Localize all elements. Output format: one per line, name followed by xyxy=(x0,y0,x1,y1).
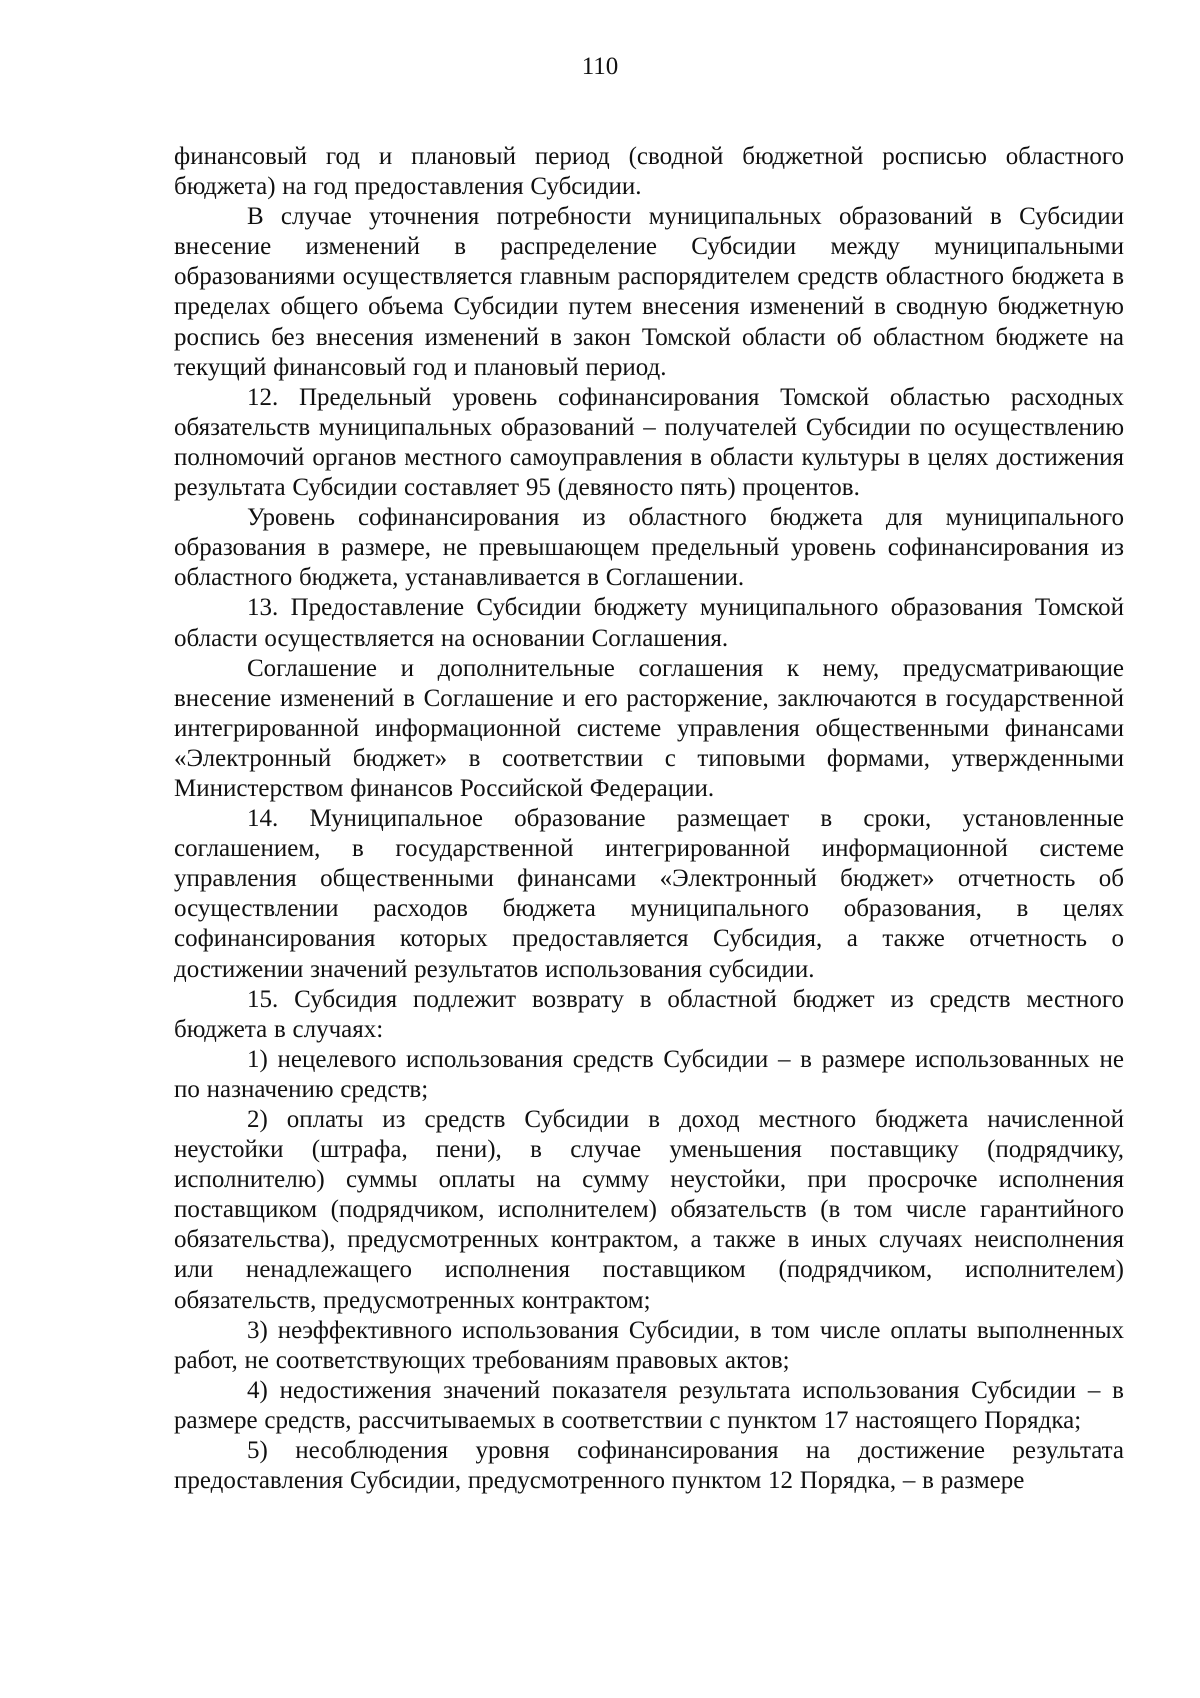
paragraph-10: 2) оплаты из средств Субсидии в доход местного бюджета начисленной неустойки (штрафа, пени), в случае уменьшения поставщику (подрядчику, исполнителю) суммы оплаты на сумму неустойки, при просрочке исполнения поставщиком (подрядчиком, исполнителем) обязательств (в том числе гарантийного обязательства), предусмотренных контрактом, а также в иных случаях неисполнения или ненадлежащего исполнения поставщиком (подрядчиком, исполнителем) обязательств, предусмотренных контрактом; xyxy=(174,1106,1124,1314)
paragraph-12: 4) недостижения значений показателя результата использования Субсидии – в размере средств, рассчитываемых в соответствии с пунктом 17 настоящего Порядка; xyxy=(174,1376,1124,1434)
paragraph-8: 15. Субсидия подлежит возврату в областной бюджет из средств местного бюджета в случаях: xyxy=(174,985,1124,1043)
paragraph-9: 1) нецелевого использования средств Субсидии – в размере использованных не по назначению средств; xyxy=(174,1045,1124,1103)
paragraph-4: Уровень софинансирования из областного бюджета для муниципального образования в размере, не превышающем предельный уровень софинансирования из областного бюджета, устанавливается в Соглашении. xyxy=(174,504,1124,592)
paragraph-7: 14. Муниципальное образование размещает в сроки, установленные соглашением, в государственной интегрированной информационной системе управления общественными финансами «Электронный бюджет» отчетность об осуществлении расходов бюджета муниципального образования, в целях софинансирования которых предоставляется Субсидия, а также отчетность о достижении значений результатов использования субсидии. xyxy=(174,805,1124,983)
paragraph-13: 5) несоблюдения уровня софинансирования на достижение результата предоставления Субсидии, предусмотренного пунктом 12 Порядка, – в размере xyxy=(174,1437,1124,1495)
paragraph-2: В случае уточнения потребности муниципальных образований в Субсидии внесение изменений в распределение Субсидии между муниципальными образованиями осуществляется главным распорядителем средств областного бюджета в пределах общего объема Субсидии путем внесения изменений в сводную бюджетную роспись без внесения изменений в закон Томской области об областном бюджете на текущий финансовый год и плановый период. xyxy=(174,203,1124,381)
paragraph-3: 12. Предельный уровень софинансирования Томской областью расходных обязательств муниципальных образований – получателей Субсидии по осуществлению полномочий органов местного самоуправления в области культуры в целях достижения результата Субсидии составляет 95 (девяносто пять) процентов. xyxy=(174,383,1124,502)
document-body xyxy=(174,142,1124,1496)
paragraph-11: 3) неэффективного использования Субсидии, в том числе оплаты выполненных работ, не соответствующих требованиям правовых актов; xyxy=(174,1316,1124,1374)
paragraph-5: 13. Предоставление Субсидии бюджету муниципального образования Томской области осуществляется на основании Соглашения. xyxy=(174,594,1124,652)
paragraph-1: финансовый год и плановый период (сводной бюджетной росписью областного бюджета) на год предоставления Субсидии. xyxy=(174,143,1124,201)
page-number: 110 xyxy=(581,53,619,80)
paragraph-6: Соглашение и дополнительные соглашения к нему, предусматривающие внесение изменений в Соглашение и его расторжение, заключаются в государственной интегрированной информационной системе управления общественными финансами «Электронный бюджет» в соответствии с типовыми формами, утвержденными Министерством финансов Российской Федерации. xyxy=(174,654,1124,802)
